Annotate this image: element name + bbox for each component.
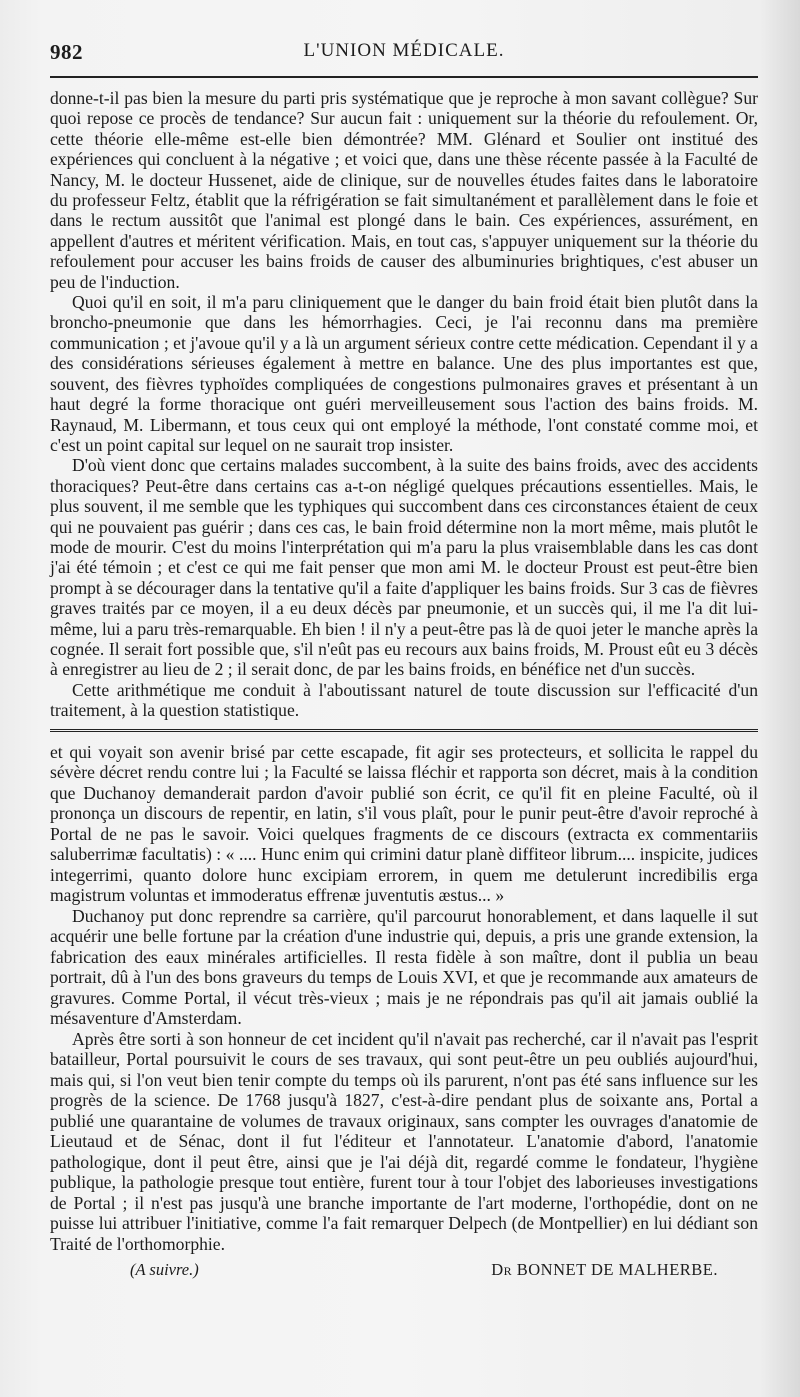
paragraph: D'où vient donc que certains malades succombent, à la suite des bains froids, avec des accidents thoraciques? Peut-être dans certains cas a-t-on négligé quelques précautions essentielles. Mais, le plus souvent, il me semble que les typhiques qui succombent dans ces circonstances étaient de ceux qui ne pouvaient pas guérir ; dans ces cas, le bain froid détermine non la mort même, mais plutôt le mode de mourir. C'est du moins l'interprétation qui m'a paru la plus vraisemblable dans les cas dont j'ai été témoin ; et c'est ce qui me fait penser que mon ami M. le docteur Proust est peut-être bien prompt à se décourager dans la tentative qu'il a faite d'appliquer les bains froids. Sur 3 cas de fièvres graves traités par ce moyen, il a eu deux décès par pneumonie, et un succès qui, il me l'a dit lui-même, lui a paru très-remarquable. Eh bien ! il n'y a peut-être pas là de quoi jeter le manche après la cognée. Il serait fort possible que, s'il n'eût pas eu recours aux bains froids, M. Proust eût eu 3 décès à enregistrer au lieu de 2 ; il serait donc, de par les bains froids, en bénéfice net d'un succès.: [50, 455, 758, 680]
signature-row: [50, 1260, 758, 1286]
author-signature: Dr BONNET DE MALHERBE.: [491, 1260, 718, 1280]
paragraph: Quoi qu'il en soit, il m'a paru cliniquement que le danger du bain froid était bien plutôt dans la broncho-pneumonie que dans les hémorrhagies. Ceci, je l'ai reconnu dans ma première communication ; et j'avoue qu'il y a là un argument sérieux contre cette médication. Cependant il y a des considérations sérieuses également à mettre en balance. Une des plus importantes est que, souvent, des fièvres typhoïdes compliquées de congestions pulmonaires graves et présentant à un haut degré la forme thoracique ont guéri merveilleusement sous l'action des bains froids. M. Raynaud, M. Libermann, et tous ceux qui ont employé la méthode, l'ont constaté comme moi, et c'est un point capital sur lequel on ne saurait trop insister.: [50, 292, 758, 455]
feuilleton-rule: [50, 729, 758, 732]
paragraph: Après être sorti à son honneur de cet incident qu'il n'avait pas recherché, car il n'avait pas l'esprit batailleur, Portal poursuivit le cours de ses travaux, qui sont peut-être un peu oubliés aujourd'hui, mais qui, si l'on veut bien tenir compte du temps où ils parurent, n'ont pas été sans influence sur les progrès de la science. De 1768 jusqu'à 1827, c'est-à-dire pendant plus de soixante ans, Portal a publié une quarantaine de volumes de travaux originaux, sans compter les ouvrages d'anatomie de Lieutaud et de Sénac, dont il fut l'éditeur et l'annotateur. L'anatomie d'abord, l'anatomie pathologique, dont il peut être, ainsi que je l'ai déjà dit, regardé comme le fondateur, l'hygiène publique, la pathologie presque tout entière, furent tour à tour l'objet des laborieuses investigations de Portal ; il n'est pas jusqu'à une branche importante de l'art moderne, l'orthopédie, dont on ne puisse lui attribuer l'initiative, comme l'a fait remarquer Delpech (de Montpellier) en lui dédiant son Traité de l'orthomorphie.: [50, 1028, 758, 1254]
to-be-continued: (A suivre.): [130, 1260, 199, 1280]
feuilleton: [50, 742, 758, 1287]
article-continuation: [50, 88, 758, 721]
header-rule: [50, 76, 758, 78]
page-number: 982: [50, 40, 83, 64]
paragraph: Cette arithmétique me conduit à l'aboutissant naturel de toute discussion sur l'efficacité d'un traitement, à la question statistique.: [50, 679, 758, 721]
paragraph: Duchanoy put donc reprendre sa carrière, qu'il parcourut honorablement, et dans laquelle il sut acquérir une belle fortune par la création d'une industrie qui, depuis, a pris une grande extension, la fabrication des eaux minérales artificielles. Il resta fidèle à son maître, dont il publia un beau portrait, dû à l'un des bons graveurs du temps de Louis XVI, et que je recommande aux amateurs de gravures. Comme Portal, il vécut très-vieux ; mais je ne répondrais pas qu'il ait jamais oublié la mésaventure d'Amsterdam.: [50, 905, 758, 1029]
paragraph: donne-t-il pas bien la mesure du parti pris systématique que je reproche à mon savant collègue? Sur quoi repose ce procès de tendance? Sur aucun fait : uniquement sur la théorie du refoulement. Or, cette théorie elle-même est-elle bien démontrée? MM. Glénard et Soulier ont institué des expériences qui concluent à la négative ; et voici que, dans une thèse récente passée à la Faculté de Nancy, M. le docteur Hussenet, aide de clinique, sur de nouvelles études faites dans le laboratoire du professeur Feltz, établit que la réfrigération se fait simultanément et parallèlement dans le foie et dans le rectum aussitôt que l'animal est plongé dans le bain. Ces expériences, assurément, en appellent d'autres et méritent vérification. Mais, en tout cas, s'appuyer uniquement sur la théorie du refoulement pour accuser les bains froids de causer des albuminuries brightiques, c'est abuser un peu de l'induction.: [50, 88, 758, 292]
page-header: [50, 36, 758, 68]
paragraph: et qui voyait son avenir brisé par cette escapade, fit agir ses protecteurs, et sollicita le rappel du sévère décret rendu contre lui ; la Faculté se laissa fléchir et rapporta son décret, mais à la condition que Duchanoy demanderait pardon d'avoir publié son écrit, ce qu'il fit en pleine Faculté, où il prononça un discours de repentir, en latin, s'il vous plaît, pour le punir peut-être d'avoir reproché à Portal de ne pas le savoir. Voici quelques fragments de ce discours (extracta ex commentariis saluberrimæ facultatis) : « .... Hunc enim qui crimini datur planè diffiteor librum.... inspicite, judices integerrimi, quanto dolore hunc excipiam errorem, in quem me detulerunt incredibilis erga magistrum voluntas et immoderatus effrenæ juventutis æstus... »: [50, 741, 758, 906]
running-title: L'UNION MÉDICALE.: [303, 40, 505, 61]
